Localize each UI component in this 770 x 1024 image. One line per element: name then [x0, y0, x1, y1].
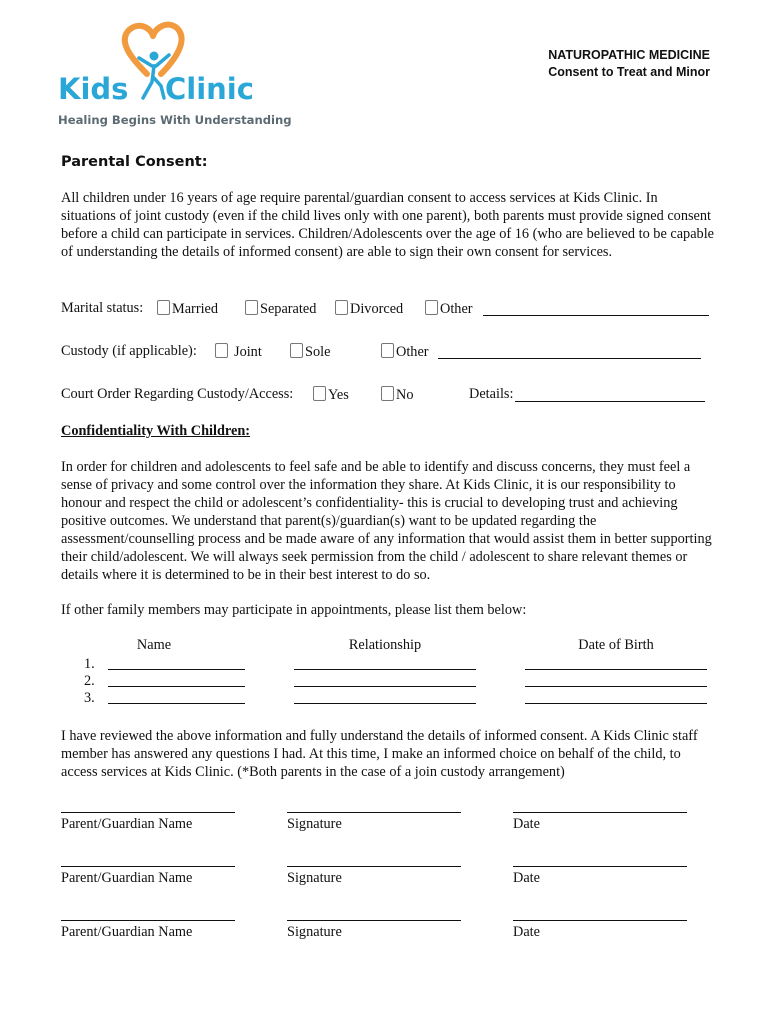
guardian-name-label: Parent/Guardian Name [61, 870, 193, 886]
option-sole[interactable]: Sole [290, 343, 330, 361]
option-married[interactable]: Married [157, 300, 218, 318]
option-other-marital[interactable]: Other [425, 300, 473, 318]
option-divorced[interactable]: Divorced [335, 300, 403, 318]
checkbox-separated[interactable] [245, 300, 258, 315]
confidentiality-heading: Confidentiality With Children: [61, 423, 251, 439]
marital-other-line[interactable] [483, 303, 709, 316]
logo-tagline: Healing Begins With Understanding [58, 113, 292, 127]
family-relationship-line-2[interactable] [294, 686, 476, 687]
date-line-2[interactable] [513, 866, 687, 867]
document-title [548, 47, 710, 81]
custody-other-line[interactable] [438, 346, 701, 359]
checkbox-married[interactable] [157, 300, 170, 315]
date-line-1[interactable] [513, 812, 687, 813]
details-line[interactable] [515, 389, 705, 402]
option-joint[interactable]: Joint [215, 343, 262, 361]
custody-row [61, 343, 716, 363]
title-line-2: Consent to Treat and Minor [548, 65, 710, 79]
family-dob-line-2[interactable] [525, 686, 707, 687]
column-relationship: Relationship [348, 637, 422, 653]
family-relationship-line-1[interactable] [294, 669, 476, 670]
guardian-name-label: Parent/Guardian Name [61, 924, 193, 940]
column-name: Name [136, 637, 172, 653]
family-name-line-1[interactable] [108, 669, 245, 670]
signature-label: Signature [287, 924, 342, 940]
signature-line-1[interactable] [287, 812, 461, 813]
signature-line-2[interactable] [287, 866, 461, 867]
parental-consent-heading: Parental Consent: [61, 154, 208, 170]
court-order-row [61, 386, 716, 406]
guardian-name-label: Parent/Guardian Name [61, 816, 193, 832]
date-line-3[interactable] [513, 920, 687, 921]
option-yes[interactable]: Yes [313, 386, 349, 404]
acknowledgement-paragraph: I have reviewed the above information and fully understand the details of informed consent. A Kids Clinic staff member has answered any questions I had. At this time, I make an informed choice on behalf of the child, to access services at Kids Clinic. (*Both parents in the case of a join custody arrangement) [61, 728, 698, 780]
family-row-number: 2. [84, 673, 95, 689]
family-dob-line-1[interactable] [525, 669, 707, 670]
guardian-name-line-2[interactable] [61, 866, 235, 867]
date-label: Date [513, 924, 540, 940]
court-order-label: Court Order Regarding Custody/Access: [61, 386, 294, 402]
title-line-1: NATUROPATHIC MEDICINE [548, 48, 710, 62]
confidentiality-paragraph: In order for children and adolescents to feel safe and be able to identify and discuss concerns, they must feel a sense of privacy and some control over the information they share. At Kids Clinic, it is our responsibility to honour and respect the child or adolescent’s confidentiality- this is crucial to developing trust and achieving positive outcomes. We understand that parent(s)/guardian(s) want to be updated regarding the assessment/counselling process and be made aware of any information that would assist them in better supporting their child/adolescent. We will always seek permission from the child / adolescent to share relevant themes or details where it is determined to be in their best interest to do so. [61, 459, 712, 583]
family-relationship-line-3[interactable] [294, 703, 476, 704]
family-name-line-2[interactable] [108, 686, 245, 687]
checkbox-other-custody[interactable] [381, 343, 394, 358]
checkbox-yes[interactable] [313, 386, 326, 401]
guardian-name-line-3[interactable] [61, 920, 235, 921]
option-separated[interactable]: Separated [245, 300, 316, 318]
date-label: Date [513, 816, 540, 832]
checkbox-divorced[interactable] [335, 300, 348, 315]
option-other-custody[interactable]: Other [381, 343, 429, 361]
checkbox-no[interactable] [381, 386, 394, 401]
signature-label: Signature [287, 870, 342, 886]
date-label: Date [513, 870, 540, 886]
family-dob-line-3[interactable] [525, 703, 707, 704]
signature-line-3[interactable] [287, 920, 461, 921]
option-no[interactable]: No [381, 386, 413, 404]
checkbox-sole[interactable] [290, 343, 303, 358]
guardian-name-line-1[interactable] [61, 812, 235, 813]
kids-clinic-logo [55, 22, 292, 132]
logo-word-clinic: Clinic [165, 72, 254, 106]
family-row-number: 1. [84, 656, 95, 672]
parental-consent-paragraph: All children under 16 years of age require parental/guardian consent to access services at Kids Clinic. In situations of joint custody (even if the child lives only with one parent), both parents must provide signed consent before a child can participate in services. Children/Adolescents over the age of 16 (who are believed to be capable of understanding the details of informed consent) are able to sign their own consent for services. [61, 190, 715, 260]
family-intro: If other family members may participate in appointments, please list them below: [61, 602, 527, 618]
column-date-of-birth: Date of Birth [578, 637, 654, 653]
checkbox-other-marital[interactable] [425, 300, 438, 315]
logo-word-kids: Kids [58, 72, 129, 106]
marital-status-label: Marital status: [61, 300, 144, 316]
checkbox-joint[interactable] [215, 343, 228, 358]
family-name-line-3[interactable] [108, 703, 245, 704]
details-label: Details: [469, 386, 514, 402]
custody-label: Custody (if applicable): [61, 343, 197, 359]
marital-status-row [61, 300, 716, 320]
family-row-number: 3. [84, 690, 95, 706]
signature-label: Signature [287, 816, 342, 832]
